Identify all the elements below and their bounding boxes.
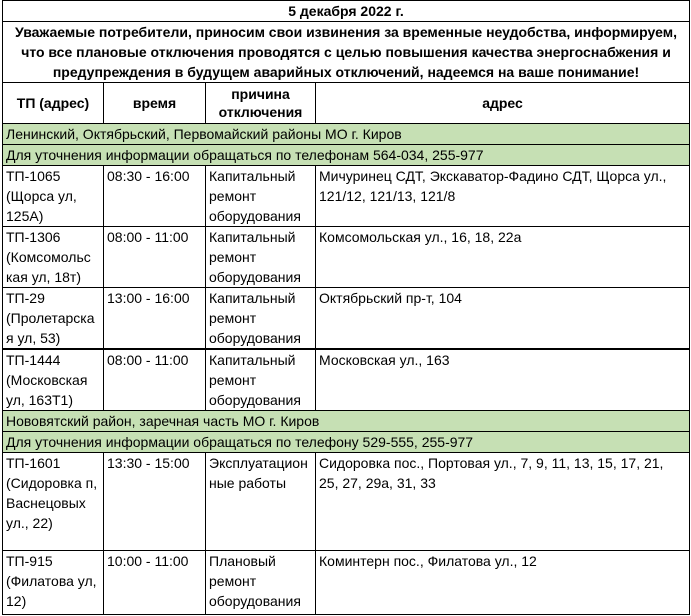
cell-tp: ТП-915 (Филатова ул, 12)	[3, 551, 104, 615]
region-phones: Для уточнения информации обращаться по телефону 529-555, 255-977	[3, 432, 690, 453]
cell-address: Мичуринец СДТ, Экскаватор-Фадино СДТ, Щорса ул., 121/12, 121/13, 121/8	[316, 166, 690, 227]
cell-time: 08:00 - 11:00	[104, 227, 206, 288]
cell-time: 13:00 - 16:00	[104, 288, 206, 350]
cell-time: 08:00 - 11:00	[104, 349, 206, 411]
cell-reason: Капитальный ремонт оборудования	[206, 227, 316, 288]
header-time: время	[104, 83, 206, 124]
cell-time: 10:00 - 11:00	[104, 551, 206, 615]
table-row	[3, 227, 690, 288]
table-row	[3, 166, 690, 227]
region-title: Ленинский, Октябрьский, Первомайский районы МО г. Киров	[3, 124, 690, 145]
cell-tp: ТП-29 (Пролетарска я ул, 53)	[3, 288, 104, 350]
cell-reason: Капитальный ремонт оборудования	[206, 288, 316, 350]
cell-tp: ТП-1306 (Комсомольс кая ул, 18т)	[3, 227, 104, 288]
notice-text: Уважаемые потребители, приносим свои извинения за временные неудобства, информируем, что все плановые отключения проводятся с целью повышения качества энергоснабжения и предупреждения в будущем аварийных отключений, надеемся на ваше понимание!	[3, 22, 690, 83]
cell-address: Коминтерн пос., Филатова ул., 12	[316, 551, 690, 615]
cell-time: 08:30 - 16:00	[104, 166, 206, 227]
region-title: Нововятский район, заречная часть МО г. Киров	[3, 411, 690, 432]
table-row	[3, 288, 690, 350]
table-row	[3, 551, 690, 615]
header-address: адрес	[316, 83, 690, 124]
cell-address: Московская ул., 163	[316, 349, 690, 411]
cell-time: 13:30 - 15:00	[104, 453, 206, 551]
region-phones: Для уточнения информации обращаться по телефонам 564-034, 255-977	[3, 145, 690, 166]
cell-reason: Эксплуатацион ные работы	[206, 453, 316, 551]
outage-schedule-page	[2, 0, 689, 615]
cell-tp: ТП-1065 (Щорса ул, 125А)	[3, 166, 104, 227]
cell-address: Комсомольская ул., 16, 18, 22а	[316, 227, 690, 288]
cell-reason: Плановый ремонт оборудования	[206, 551, 316, 615]
cell-tp: ТП-1601 (Сидоровка п, Васнецовых ул., 22)	[3, 453, 104, 551]
table-row	[3, 453, 690, 551]
header-reason: причина отключения	[206, 83, 316, 124]
outage-table	[2, 0, 690, 615]
table-row	[3, 349, 690, 411]
cell-reason: Капитальный ремонт оборудования	[206, 166, 316, 227]
header-tp: ТП (адрес)	[3, 83, 104, 124]
cell-address: Сидоровка пос., Портовая ул., 7, 9, 11, 13, 15, 17, 21, 25, 27, 29а, 31, 33	[316, 453, 690, 551]
cell-reason: Капитальный ремонт оборудования	[206, 349, 316, 411]
cell-tp: ТП-1444 (Московская ул, 163Т1)	[3, 349, 104, 411]
cell-address: Октябрьский пр-т, 104	[316, 288, 690, 350]
date-title: 5 декабря 2022 г.	[3, 1, 690, 22]
